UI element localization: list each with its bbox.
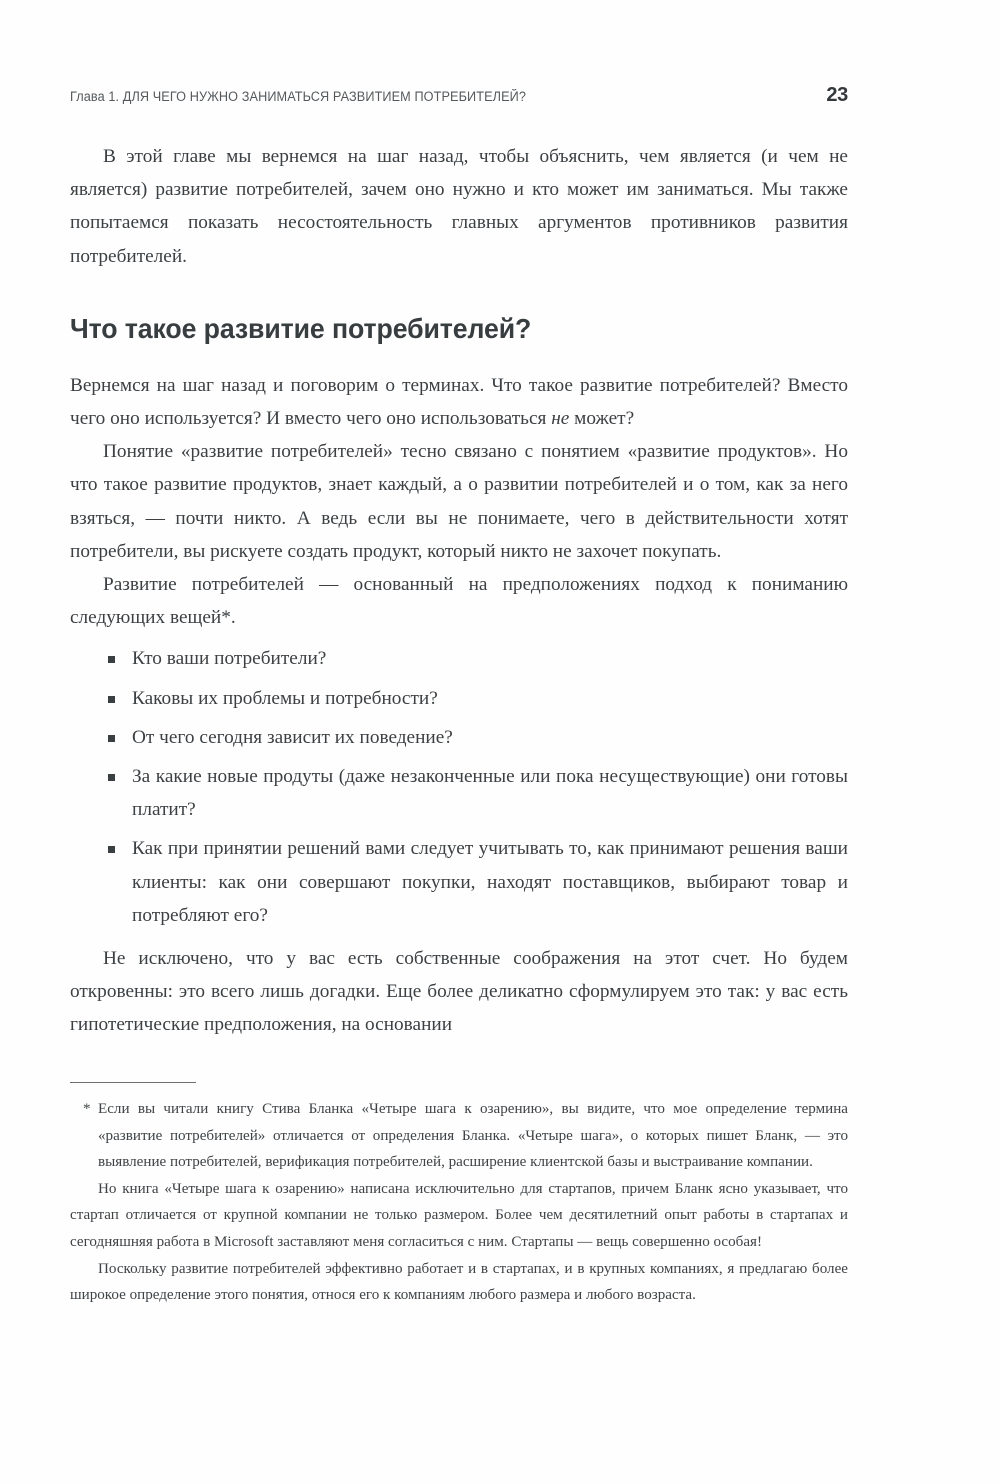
section-heading: Что такое развитие потребителей? xyxy=(70,312,532,344)
spacer-after-heading xyxy=(70,345,848,369)
square-bullet-icon xyxy=(108,846,115,853)
running-head-chapter-title: Глава 1. ДЛЯ ЧЕГО НУЖНО ЗАНИМАТЬСЯ РАЗВИТИЕМ ПОТРЕБИТЕЛЕЙ? xyxy=(70,89,527,104)
footnote-block xyxy=(70,1082,848,1309)
list-item-label: От чего сегодня зависит их поведение? xyxy=(132,726,453,748)
paragraph-1-part-a: Вернемся на шаг назад и поговорим о терминах. Что такое развитие потребителей? Вместо чего оно используется? И вместо чего оно использоваться xyxy=(70,374,848,430)
paragraph-assumption-approach: Развитие потребителей — основанный на предположениях подход к пониманию следующих вещей*. xyxy=(70,574,848,629)
list-item-label: Каковы их проблемы и потребности? xyxy=(132,687,438,709)
list-item-label: За какие новые продуты (даже незаконченные или пока несуществующие) они готовы платит? xyxy=(132,766,848,821)
paragraph-1-part-b: может? xyxy=(569,408,635,430)
square-bullet-icon xyxy=(108,656,115,663)
footnote-paragraph-1-text: Если вы читали книгу Стива Бланка «Четыре шага к озарению», вы видите, что мое определение термина «развитие потребителей» отличается от определения Бланка. «Четыре шага», о которых пишет Бланк, — это выявление потребителей, верификация потребителей, расширение клиентской базы и выстраивание компании. xyxy=(98,1101,848,1171)
understanding-list xyxy=(70,642,848,932)
list-item-label: Кто ваши потребители? xyxy=(132,648,327,670)
list-item-label: Как при принятии решений вами следует учитывать то, как принимают решения ваши клиенты: как они совершают покупки, находят поставщиков, выбирают товар и потребляют его? xyxy=(132,838,848,926)
paragraph-1-italic-word: не xyxy=(551,408,570,430)
paragraph-product-development: Понятие «развитие потребителей» тесно связано с понятием «развитие продуктов». Но что такое развитие продуктов, знает каждый, а о развитии потребителей и о том, как за него взяться, — почти никто. А ведь если вы не понимаете, чего в действительности хотят потребители, вы рискуете создать продукт, который никто не захочет покупать. xyxy=(70,441,848,562)
footnote-paragraph-1 xyxy=(70,1096,848,1176)
intro-paragraph: В этой главе мы вернемся на шаг назад, чтобы объяснить, чем является (и чем не является) развитие потребителей, зачем оно нужно и кто может им заниматься. Мы также попытаемся показать несостоятельность главных аргументов противников развития потребителей. xyxy=(70,146,848,267)
footnote-paragraph-2: Но книга «Четыре шага к озарению» написана исключительно для стартапов, причем Бланк ясно указывает, что стартап отличается от крупной компании не только размером. Более чем десятилетний опыт работы в стартапах и сегодняшняя работа в Microsoft заставляют меня согласиться с ним. Стартапы — вещь совершенно особая! xyxy=(70,1180,848,1250)
list-item xyxy=(70,721,848,754)
paragraph-definition-question xyxy=(70,369,848,435)
paragraph-own-assumptions: Не исключено, что у вас есть собственные соображения на этот счет. Но будем откровенны: это всего лишь догадки. Еще более деликатно сформулируем это так: у вас есть гипотетические предположения, на основании xyxy=(70,948,848,1036)
list-item xyxy=(70,642,848,675)
list-item xyxy=(70,832,848,932)
running-head xyxy=(70,84,848,106)
square-bullet-icon xyxy=(108,774,115,781)
spacer-after-list xyxy=(70,932,848,942)
square-bullet-icon xyxy=(108,696,115,703)
page-content xyxy=(70,140,848,1042)
footnote-separator-rule xyxy=(70,1082,196,1083)
footnote-paragraph-3: Поскольку развитие потребителей эффективно работает и в стартапах, и в крупных компаниях, я предлагаю более широкое определение этого понятия, относя его к компаниям любого размера и любого возраста. xyxy=(70,1260,848,1304)
spacer-before-list xyxy=(70,634,848,642)
list-item xyxy=(70,760,848,826)
page-number: 23 xyxy=(826,84,848,106)
footnote-marker: * xyxy=(83,1101,91,1117)
list-item xyxy=(70,682,848,715)
spacer-after-intro xyxy=(70,273,848,313)
square-bullet-icon xyxy=(108,735,115,742)
